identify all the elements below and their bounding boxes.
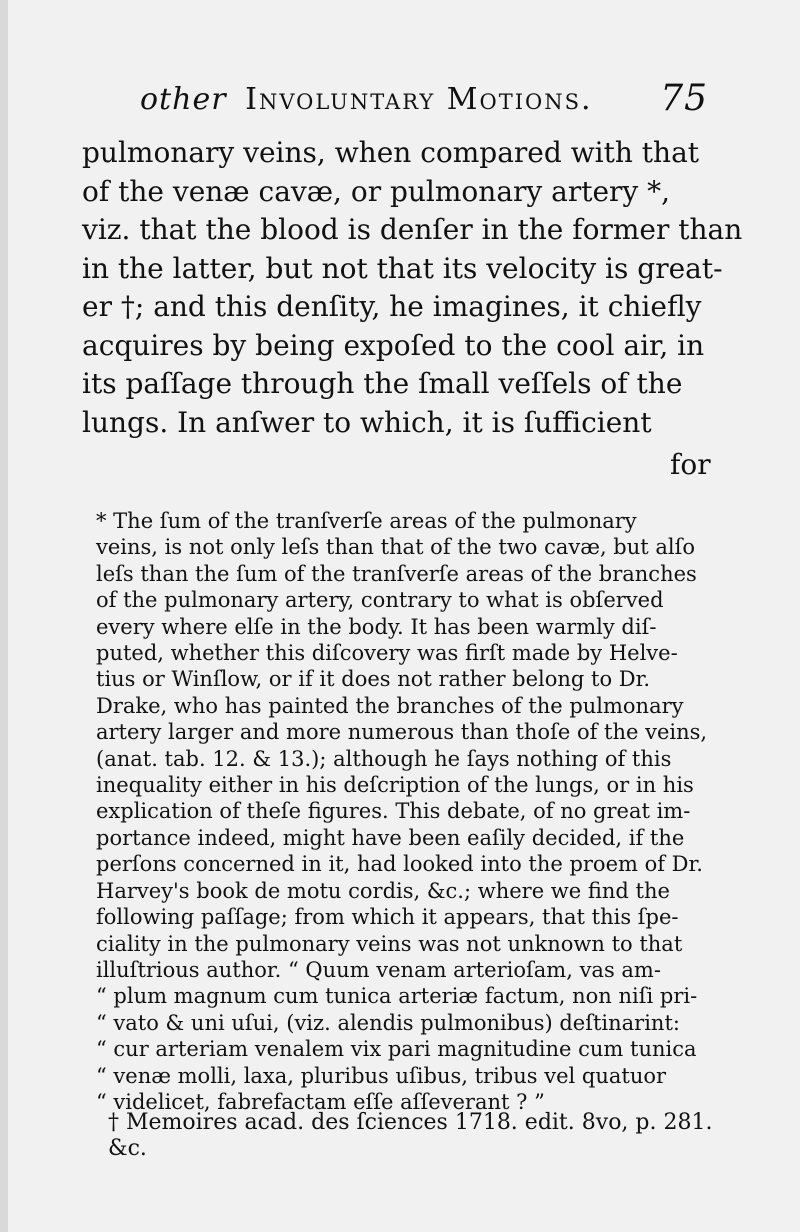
body-line: acquires by being expoſed to the cool air, in xyxy=(82,328,705,362)
footnote-line: veins, is not only leſs than that of the two cavæ, but alſo xyxy=(96,535,696,560)
header-title: Involuntary Motions. xyxy=(245,82,593,117)
footnote-line: puted, whether this diſcovery was firſt made by Helve- xyxy=(96,641,678,666)
footnote-line: tius or Winſlow, or if it does not rather belong to Dr. xyxy=(96,667,651,692)
body-line: of the venæ cavæ, or pulmonary artery *, xyxy=(82,174,671,208)
footnote-line: explication of theſe figures. This debate, of no great im- xyxy=(96,799,691,824)
footnote-line: every where elſe in the body. It has been warmly diſ- xyxy=(96,614,657,639)
footnote-star xyxy=(96,508,708,1115)
body-line: its paſſage through the ſmall veſſels of the xyxy=(82,367,683,400)
footnote-line: &c. xyxy=(108,1136,147,1161)
body-line: er †; and this denſity, he imagines, it chiefly xyxy=(82,290,702,323)
footnote-line: (anat. tab. 12. & 13.); although he ſays nothing of this xyxy=(96,746,672,771)
body-line: viz. that the blood is denſer in the former than xyxy=(82,213,743,246)
footnote-line: perſons concerned in it, had looked into the proem of Dr. xyxy=(96,852,703,877)
body-line: pulmonary veins, when compared with that xyxy=(82,136,700,169)
footnote-line: inequality either in his deſcription of the lungs, or in his xyxy=(96,773,694,798)
footnote-line: illuſtrious author. “ Quum venam arterioſam, vas am- xyxy=(96,957,661,982)
footnote-line: ciality in the pulmonary veins was not unknown to that xyxy=(96,931,683,956)
footnote-line: “ vato & uni uſui, (viz. alendis pulmonibus) deſtinarint: xyxy=(96,1010,680,1035)
page-number: 75 xyxy=(660,78,708,119)
footnote-line: portance indeed, might have been eaſily decided, if the xyxy=(96,825,685,850)
body-line: lungs. In anſwer to which, it is ſufficient xyxy=(82,405,652,439)
footnote-line: “ plum magnum cum tunica arteriæ factum, non niſi pri- xyxy=(96,984,698,1009)
footnote-line: Harvey's book de motu cordis, &c.; where we find the xyxy=(96,878,670,903)
footnote-line: † Memoires acad. des ſciences 1718. edit. 8vo, p. 281. xyxy=(108,1110,713,1135)
footnote-dagger xyxy=(108,1110,713,1162)
catchword: for xyxy=(670,448,711,481)
header-italic-word: other xyxy=(140,82,227,117)
main-text xyxy=(82,134,743,442)
footnote-line: artery larger and more numerous than thoſe of the veins, xyxy=(96,720,708,745)
footnote-line: following paſſage; from which it appears, that this ſpe- xyxy=(96,905,679,930)
footnote-line: “ videlicet, fabrefactam eſſe aſſeverant ? ” xyxy=(96,1089,545,1114)
running-header xyxy=(140,78,720,122)
footnote-line: * The ſum of the tranſverſe areas of the pulmonary xyxy=(96,509,637,533)
footnote-line: “ venæ molli, laxa, pluribus uſibus, tribus vel quatuor xyxy=(96,1063,667,1088)
footnote-line: Drake, who has painted the branches of the pulmonary xyxy=(96,693,684,718)
footnote-line: leſs than the ſum of the tranſverſe areas of the branches xyxy=(96,561,697,586)
footnote-line: of the pulmonary artery, contrary to what is obſerved xyxy=(96,588,664,613)
body-line: in the latter, but not that its velocity is great- xyxy=(82,251,723,285)
book-page xyxy=(8,0,800,1232)
footnote-line: “ cur arteriam venalem vix pari magnitudine cum tunica xyxy=(96,1037,697,1062)
